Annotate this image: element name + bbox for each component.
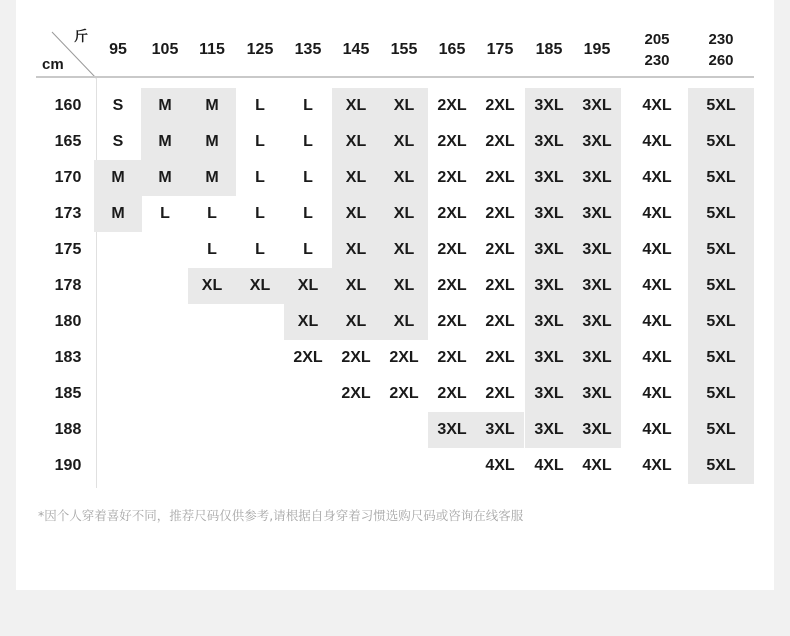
size-cell: S [112, 133, 124, 150]
size-cell: XL [380, 88, 428, 124]
size-cell: 2XL [437, 313, 467, 330]
weight-unit-label: 斤 [74, 29, 88, 45]
size-cell: 5XL [688, 376, 754, 412]
size-cell: 2XL [485, 313, 515, 330]
size-cell: 4XL [642, 205, 672, 222]
size-cell: 2XL [389, 385, 419, 402]
size-cell: M [188, 124, 236, 160]
size-cell: 5XL [688, 124, 754, 160]
size-cell: 4XL [642, 421, 672, 438]
size-cell: 2XL [485, 205, 515, 222]
size-cell: L [207, 205, 217, 222]
size-cell: 2XL [293, 349, 323, 366]
size-cell: L [303, 205, 313, 222]
size-cell: M [188, 160, 236, 196]
size-cell: 3XL [525, 304, 573, 340]
size-cell: 5XL [688, 448, 754, 484]
size-disclaimer-note: *因个人穿着喜好不同，推荐尺码仅供参考,请根据自身穿着习惯选购尺码或咨询在线客服 [38, 508, 524, 523]
size-cell: 4XL [642, 277, 672, 294]
size-cell: 5XL [688, 268, 754, 304]
height-row-label: 188 [54, 421, 82, 438]
size-cell: L [255, 241, 265, 258]
size-cell: XL [332, 304, 380, 340]
size-cell: 2XL [485, 385, 515, 402]
size-cell: 3XL [573, 340, 621, 376]
size-cell: 2XL [437, 133, 467, 150]
height-row-label: 190 [54, 457, 82, 474]
height-row-label: 160 [54, 97, 82, 114]
size-cell: 4XL [582, 457, 612, 474]
size-cell: 3XL [573, 196, 621, 232]
size-cell: L [207, 241, 217, 258]
size-cell: XL [332, 88, 380, 124]
height-row-label: 183 [54, 349, 82, 366]
size-cell: 2XL [437, 97, 467, 114]
height-row-label: 173 [54, 205, 82, 222]
header-divider [36, 76, 754, 78]
size-cell: 3XL [573, 232, 621, 268]
size-cell: XL [380, 160, 428, 196]
size-cell: L [255, 205, 265, 222]
size-cell: 3XL [573, 124, 621, 160]
size-cell: 3XL [573, 268, 621, 304]
height-row-label: 165 [54, 133, 82, 150]
size-cell: 3XL [525, 160, 573, 196]
size-cell: 3XL [573, 304, 621, 340]
size-cell: 4XL [642, 97, 672, 114]
size-cell: 3XL [573, 376, 621, 412]
size-cell: 5XL [688, 88, 754, 124]
size-cell: 3XL [525, 88, 573, 124]
weight-column-header: 125 [246, 41, 274, 58]
size-cell: 2XL [485, 169, 515, 186]
size-cell: XL [380, 268, 428, 304]
size-cell: 4XL [534, 457, 564, 474]
weight-column-header: 135 [294, 41, 322, 58]
size-cell: 5XL [688, 232, 754, 268]
size-cell: XL [284, 304, 332, 340]
size-cell: 2XL [485, 277, 515, 294]
size-cell: 4XL [642, 241, 672, 258]
size-cell: 3XL [525, 376, 573, 412]
weight-column-header: 195 [583, 41, 611, 58]
size-cell: L [303, 241, 313, 258]
size-cell: 2XL [437, 349, 467, 366]
size-cell: M [94, 196, 142, 232]
weight-column-header: 185 [535, 41, 563, 58]
size-cell: 2XL [437, 205, 467, 222]
size-cell: M [141, 88, 189, 124]
size-cell: M [141, 124, 189, 160]
weight-column-header: 95 [109, 41, 127, 58]
weight-column-header: 155 [390, 41, 418, 58]
size-cell: L [255, 169, 265, 186]
size-cell: 2XL [485, 97, 515, 114]
height-row-label: 180 [54, 313, 82, 330]
size-cell: 3XL [573, 412, 621, 448]
size-cell: 3XL [428, 412, 476, 448]
size-cell: XL [236, 268, 284, 304]
size-cell: L [303, 169, 313, 186]
size-cell: XL [380, 196, 428, 232]
size-cell: XL [332, 196, 380, 232]
size-cell: 5XL [688, 412, 754, 448]
size-cell: 3XL [476, 412, 524, 448]
size-cell: 4XL [642, 169, 672, 186]
size-cell: XL [188, 268, 236, 304]
size-cell: 2XL [485, 133, 515, 150]
size-cell: 2XL [485, 241, 515, 258]
size-cell: 3XL [525, 268, 573, 304]
height-unit-label: cm [42, 56, 64, 73]
size-cell: 3XL [525, 232, 573, 268]
size-cell: L [160, 205, 170, 222]
size-cell: 5XL [688, 340, 754, 376]
size-cell: 2XL [437, 169, 467, 186]
size-cell: XL [380, 232, 428, 268]
size-cell: XL [380, 124, 428, 160]
size-cell: L [303, 97, 313, 114]
size-cell: XL [284, 268, 332, 304]
size-cell: L [255, 133, 265, 150]
size-cell: 5XL [688, 196, 754, 232]
size-cell: XL [332, 232, 380, 268]
height-row-label: 175 [54, 241, 82, 258]
size-cell: XL [332, 268, 380, 304]
height-row-label: 185 [54, 385, 82, 402]
size-cell: 2XL [437, 385, 467, 402]
weight-column-header [708, 29, 733, 71]
size-cell: M [94, 160, 142, 196]
size-cell: 3XL [525, 412, 573, 448]
size-cell: 3XL [525, 340, 573, 376]
size-cell: 3XL [573, 160, 621, 196]
weight-column-header: 165 [438, 41, 466, 58]
size-cell: 5XL [688, 160, 754, 196]
weight-column-header: 175 [486, 41, 514, 58]
weight-column-header: 115 [199, 41, 225, 58]
weight-range-end: 260 [708, 52, 734, 69]
size-cell: 4XL [642, 457, 672, 474]
size-cell: 4XL [642, 385, 672, 402]
size-cell: M [188, 88, 236, 124]
weight-column-header [644, 29, 669, 71]
weight-column-header: 145 [342, 41, 370, 58]
size-cell: XL [380, 304, 428, 340]
size-cell: 3XL [573, 88, 621, 124]
size-cell: 2XL [437, 277, 467, 294]
size-cell: 3XL [525, 196, 573, 232]
height-row-label: 170 [54, 169, 82, 186]
size-cell: 5XL [688, 304, 754, 340]
size-cell: 4XL [642, 349, 672, 366]
size-cell: 3XL [525, 124, 573, 160]
size-cell: 4XL [642, 313, 672, 330]
size-cell: S [112, 97, 124, 114]
size-cell: 2XL [341, 349, 371, 366]
weight-range-start: 205 [644, 31, 670, 48]
size-cell: 2XL [437, 241, 467, 258]
size-cell: XL [332, 124, 380, 160]
weight-column-header: 105 [151, 41, 179, 58]
height-row-label: 178 [54, 277, 82, 294]
size-cell: M [141, 160, 189, 196]
size-cell: 4XL [642, 133, 672, 150]
size-cell: 4XL [485, 457, 515, 474]
size-cell: 2XL [485, 349, 515, 366]
size-cell: 2XL [389, 349, 419, 366]
size-cell: L [303, 133, 313, 150]
weight-range-end: 230 [644, 52, 670, 69]
size-cell: XL [332, 160, 380, 196]
weight-range-start: 230 [708, 31, 734, 48]
size-cell: 2XL [341, 385, 371, 402]
size-cell: L [255, 97, 265, 114]
